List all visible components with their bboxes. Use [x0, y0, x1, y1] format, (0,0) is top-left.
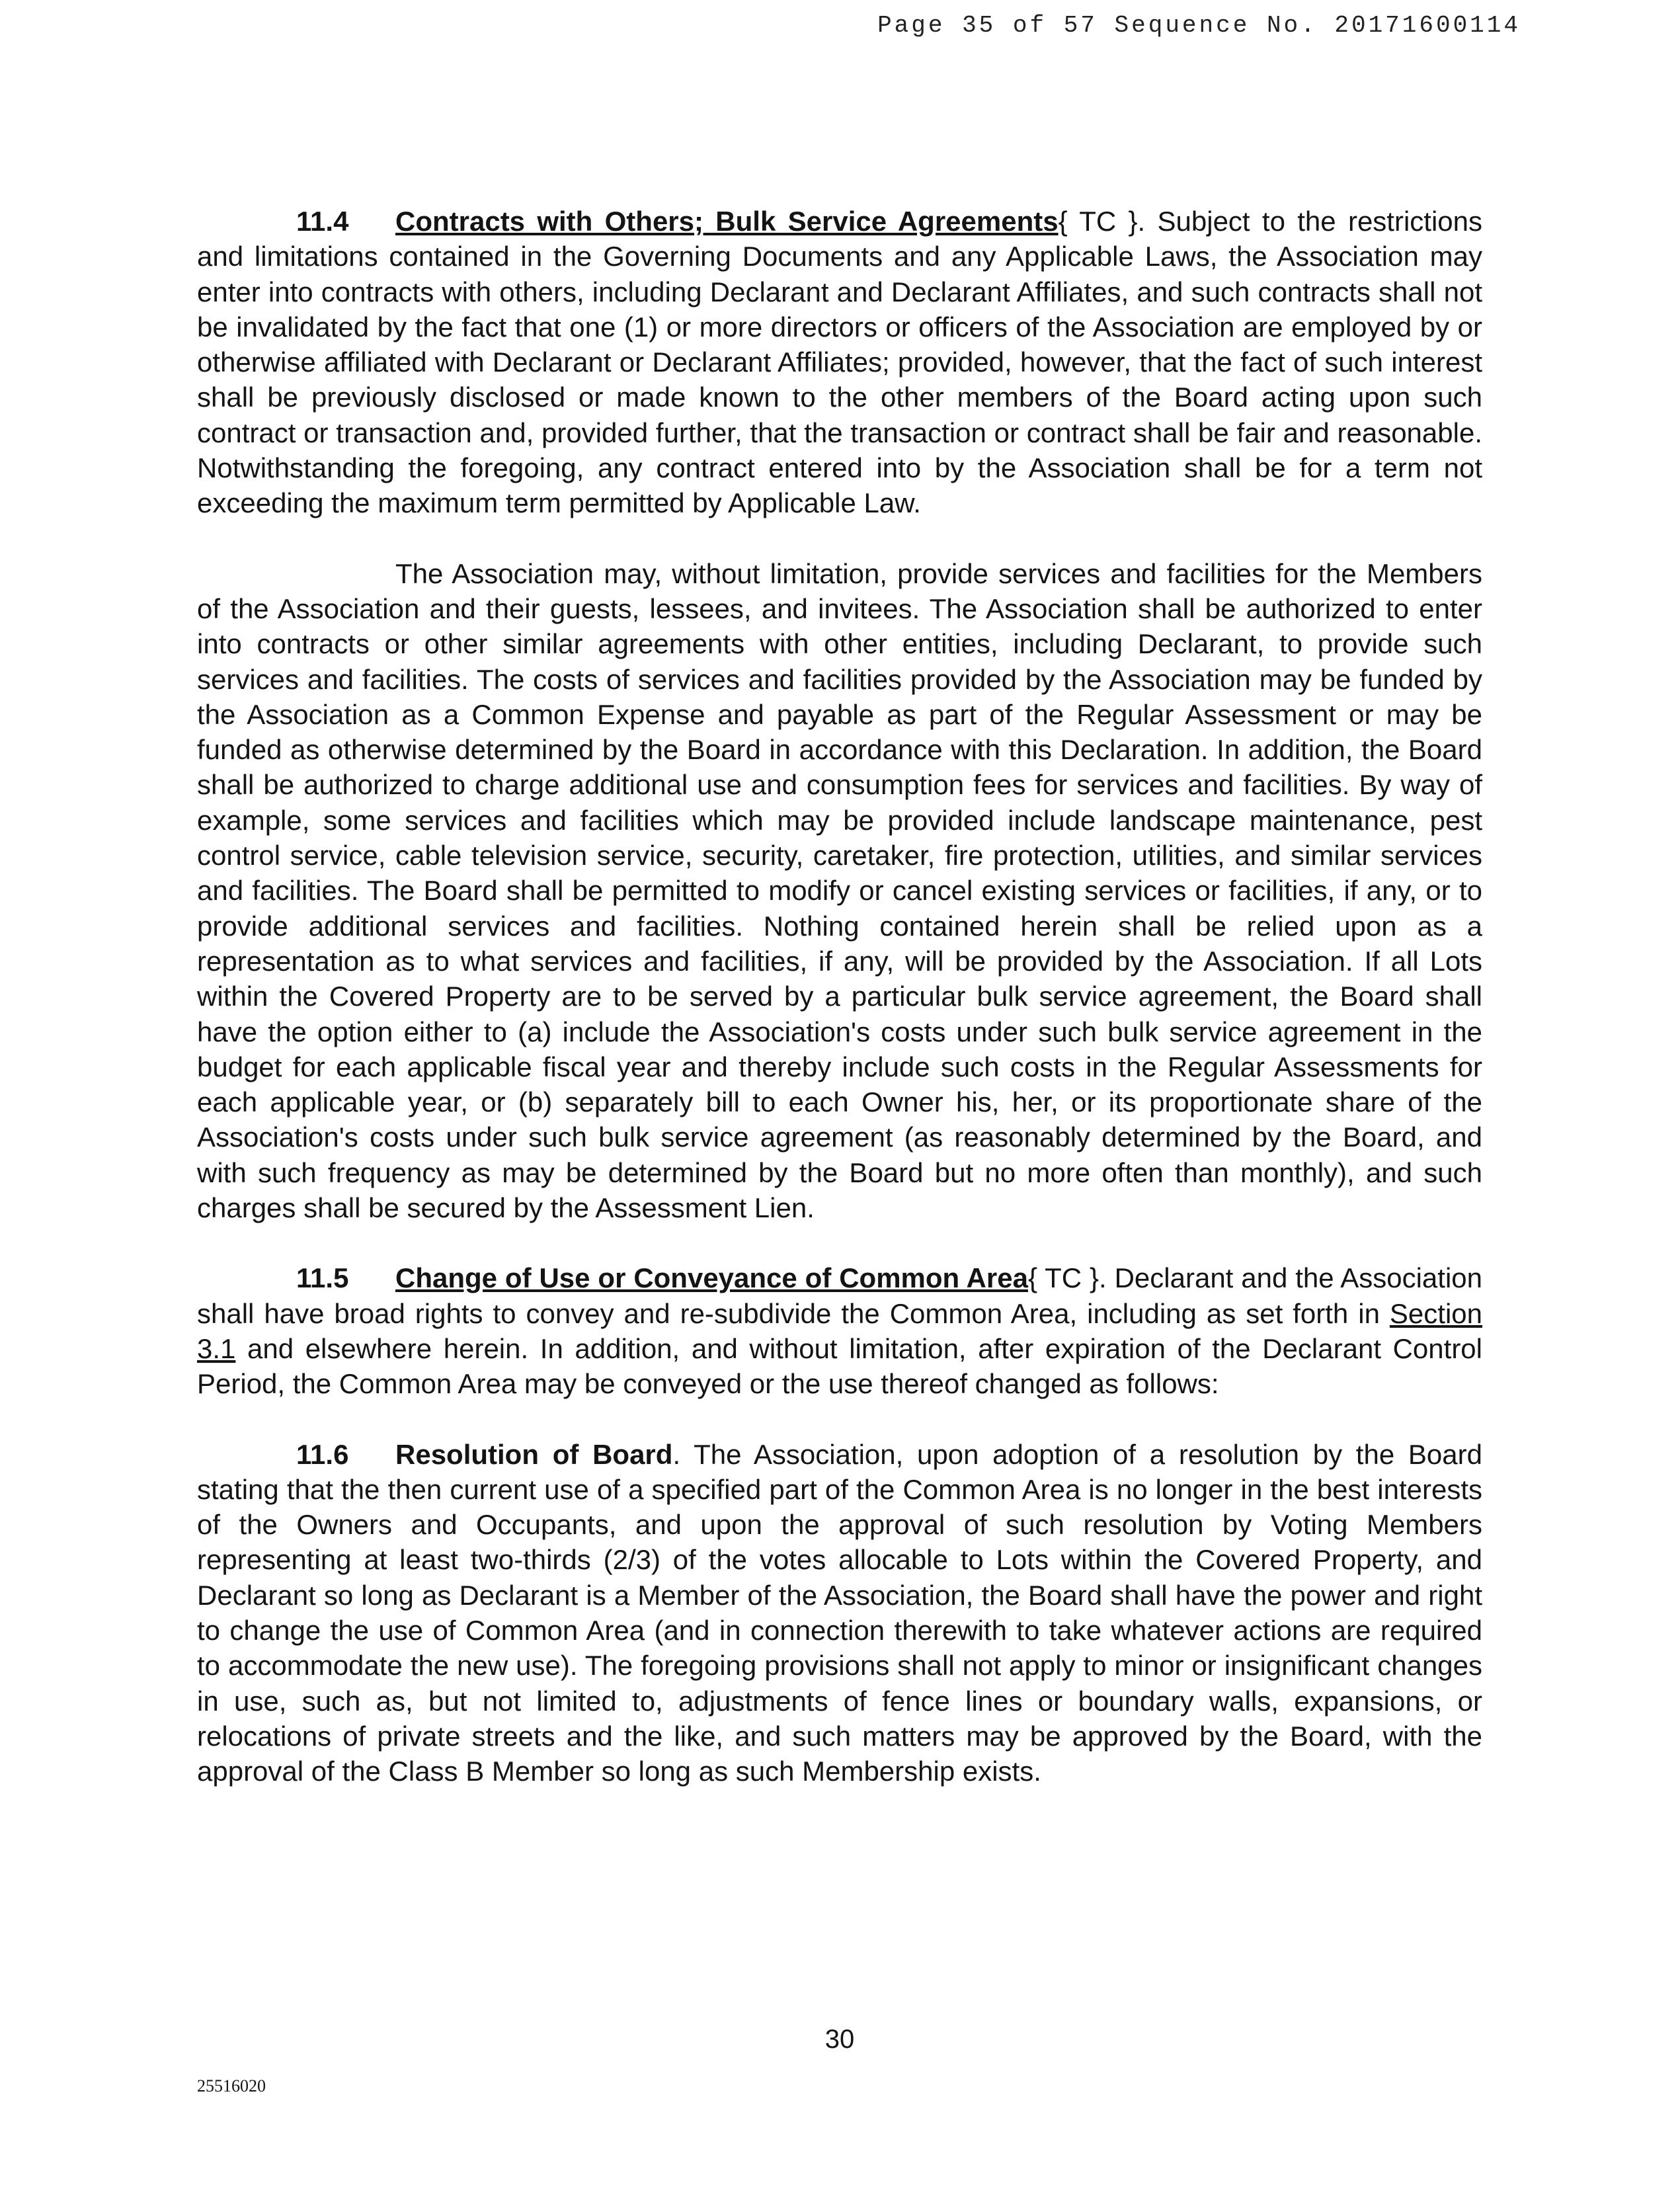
section-11-5-title: Change of Use or Conveyance of Common Area [395, 1262, 1028, 1294]
section-11-4-tc-marker: { TC } [1058, 206, 1138, 237]
section-11-4-title: Contracts with Others; Bulk Service Agreements [395, 206, 1059, 237]
page-sequence-header: Page 35 of 57 Sequence No. 20171600114 [877, 12, 1521, 39]
section-11-5-body-start: . Declarant and the Association shall have broad rights to convey and re-subdivide the Common Area, including as set forth in [197, 1262, 1482, 1329]
page-number: 30 [824, 2025, 855, 2054]
section-11-5-number: 11.5 [296, 1262, 349, 1294]
section-11-4-paragraph [197, 204, 1482, 521]
section-11-5-body-end: and elsewhere herein. In addition, and without limitation, after expiration of the Declarant Control Period, the Common Area may be conveyed or the use thereof changed as follows: [197, 1332, 1482, 1400]
section-11-4-body: . Subject to the restrictions and limitations contained in the Governing Documents and any Applicable Laws, the Association may enter into contracts with others, including Declarant and Declarant Affiliates, and such contracts shall not be invalidated by the fact that one (1) or more directors or officers of the Association are employed by or otherwise affiliated with Declarant or Declarant Affiliates; provided, however, that the fact of such interest shall be previously disclosed or made known to the other members of the Board acting upon such contract or transaction and, provided further, that the transaction or contract shall be fair and reasonable. Notwithstanding the foregoing, any contract entered into by the Association shall be for a term not exceeding the maximum term permitted by Applicable Law. [197, 206, 1482, 519]
section-11-5-tc-marker: { TC } [1027, 1262, 1100, 1294]
section-11-6-paragraph [197, 1437, 1482, 1789]
section-11-4-paragraph-2: The Association may, without limitation, provide services and facilities for the Members of the Association and their guests, lessees, and invitees. The Association shall be authorized to enter into contracts or other similar agreements with other entities, including Declarant, to provide such services and facilities. The costs of services and facilities provided by the Association may be funded by the Association as a Common Expense and payable as part of the Regular Assessment or may be funded as otherwise determined by the Board in accordance with this Declaration. In addition, the Board shall be authorized to charge additional use and consumption fees for services and facilities. By way of example, some services and facilities which may be provided include landscape maintenance, pest control service, cable television service, security, caretaker, fire protection, utilities, and similar services and facilities. The Board shall be permitted to modify or cancel existing services or facilities, if any, or to provide additional services and facilities. Nothing contained herein shall be relied upon as a representation as to what services and facilities, if any, will be provided by the Association. If all Lots within the Covered Property are to be served by a particular bulk service agreement, the Board shall have the option either to (a) include the Association's costs under such bulk service agreement in the budget for each applicable fiscal year and thereby include such costs in the Regular Assessments for each applicable year, or (b) separately bill to each Owner his, her, or its proportionate share of the Association's costs under such bulk service agreement (as reasonably determined by the Board, and with such frequency as may be determined by the Board but no more often than monthly), and such charges shall be secured by the Assessment Lien. [197, 557, 1482, 1224]
section-3-1-reference: Section 3.1 [197, 1297, 1482, 1364]
section-11-6-number: 11.6 [296, 1438, 349, 1470]
section-11-6-body: . The Association, upon adoption of a resolution by the Board stating that the then current use of a specified part of the Common Area is no longer in the best interests of the Owners and Occupants, and upon the approval of such resolution by Voting Members representing at least two-thirds (2/3) of the votes allocable to Lots within the Covered Property, and Declarant so long as Declarant is a Member of the Association, the Board shall have the power and right to change the use of Common Area (and in connection therewith to take whatever actions are required to accommodate the new use). The foregoing provisions shall not apply to minor or insignificant changes in use, such as, but not limited to, adjustments of fence lines or boundary walls, expansions, or relocations of private streets and the like, and such matters may be approved by the Board, with the approval of the Class B Member so long as such Membership exists. [197, 1438, 1482, 1787]
section-11-4-number: 11.4 [296, 206, 349, 237]
document-id: 25516020 [197, 2076, 266, 2095]
document-body [197, 204, 1482, 1789]
section-11-5-paragraph [197, 1260, 1482, 1401]
section-11-6-title: Resolution of Board [395, 1438, 673, 1470]
